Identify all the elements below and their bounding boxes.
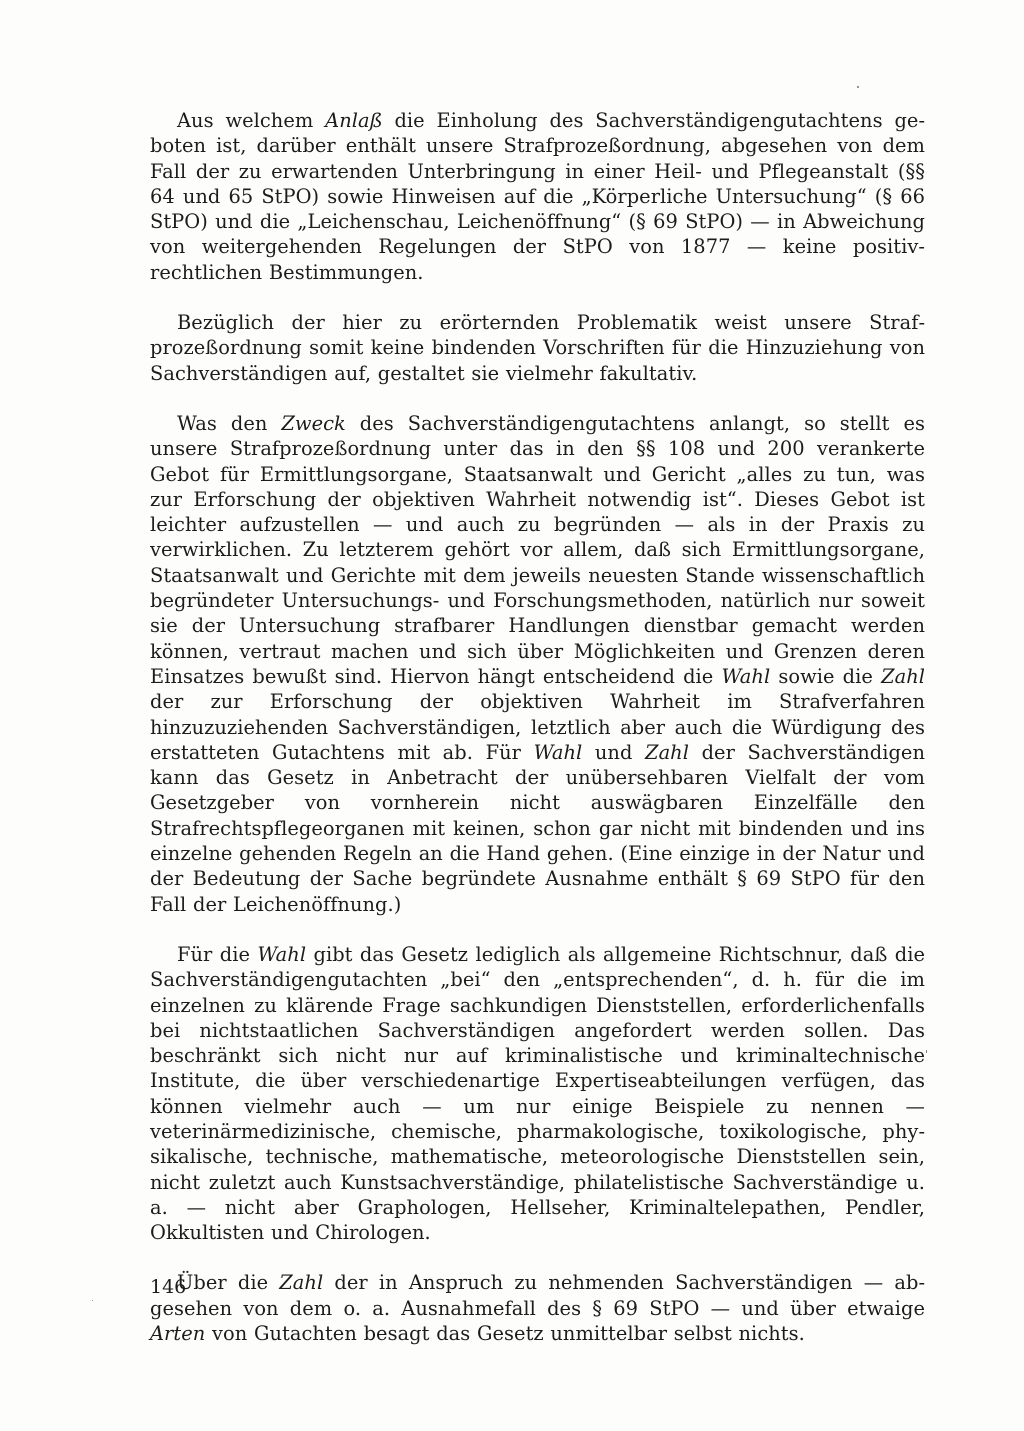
- paragraph: [150, 411, 925, 917]
- italic-term: Zweck: [281, 411, 346, 435]
- scan-speck: [92, 1300, 93, 1301]
- text-run: gibt das Gesetz lediglich als allgemeine Richtschnur, daß die Sachverständigengutachten „bei“ den „entsprechenden“, d. h. für die im einzelnen zu klärende Frage sachkundigen Dienststellen, erforderlichenfalls bei nichtstaatlichen Sachverständigen angefordert werden sollen. Das beschränkt sich nicht nur auf kriminalistische und kriminaltechnische Institute, die über verschiedenartige Expertiseabteilungen verfügen, das können vielmehr auch — um nur einige Beispiele zu nennen — veterinärmedizinische, chemische, pharmakologische, toxikologische, physikalische, technische, mathematische, meteorologische Dienststellen sein, nicht zuletzt auch Kunstsachverständige, philatelistische Sachverständige u. a. — nicht aber Graphologen, Hellseher, Kriminaltelepathen, Pendler, Okkultisten und Chirologen.: [150, 942, 925, 1245]
- text-run: Aus welchem: [177, 109, 326, 132]
- italic-term: Wahl: [721, 664, 771, 688]
- body-text: [150, 108, 925, 1371]
- text-run: Über die: [177, 1271, 280, 1295]
- paragraph: [150, 1270, 925, 1346]
- italic-term: Zahl: [881, 664, 925, 688]
- paragraph: [150, 942, 925, 1246]
- italic-term: Anlaß: [325, 109, 383, 132]
- paragraph: [150, 310, 925, 386]
- italic-term: Zahl: [279, 1271, 324, 1295]
- italic-term: Zahl: [645, 740, 689, 764]
- scan-speck: [857, 86, 859, 88]
- text-run: von Gutachten besagt das Gesetz unmittelbar selbst nichts.: [205, 1322, 805, 1346]
- text-run: Was den: [177, 411, 282, 435]
- text-run: der Sachverständigen kann das Gesetz in Anbetracht der unübersehbaren Vielfalt der vom Gesetzgeber von vornherein nicht auswägbaren Einzelfälle den Strafrechtspflegeorganen mit keinen, schon gar nicht mit bindenden und ins einzelne gehenden Regeln an die Hand gehen. (Eine einzige in der Natur und der Bedeutung der Sache begründete Ausnahme enthält § 69 StPO für den Fall der Leichenöffnung.): [150, 740, 925, 916]
- text-run: der zur Erforschung der objektiven Wahrheit im Strafverfahren hinzuzuziehenden Sachverständigen, letztlich aber auch die Würdigung des erstatteten Gutachtens mit ab. Für: [150, 690, 925, 764]
- text-run: Für die: [177, 942, 258, 966]
- scan-speck: [926, 1050, 927, 1053]
- text-run: und: [582, 740, 646, 764]
- paragraph: [150, 108, 925, 285]
- page-number: 146: [150, 1276, 187, 1298]
- text-run: Bezüglich der hier zu erörternden Problematik weist unsere Strafprozeßordnung somit keine bindenden Vorschriften für die Hinzuziehung von Sachverständigen auf, gestaltet sie vielmehr fakultativ.: [150, 311, 925, 385]
- italic-term: Wahl: [257, 942, 307, 966]
- text-run: des Sachverständigengutachtens anlangt, so stellt es unsere Strafprozeßordnung unter das in den §§ 108 und 200 verankerte Gebot für Ermittlungsorgane, Staatsanwalt und Gericht „alles zu tun, was zur Erforschung der objektiven Wahrheit notwendig ist“. Dieses Gebot ist leichter aufzustellen — und auch zu begründen — als in der Praxis zu verwirklichen. Zu letzterem gehört vor allem, daß sich Ermittlungsorgane, Staatsanwalt und Gerichte mit dem jeweils neuesten Stande wissenschaftlich begründeter Untersuchungs- und Forschungsmethoden, natürlich nur soweit sie der Untersuchung strafbarer Handlungen dienstbar gemacht werden können, vertraut machen und sich über Möglichkeiten und Grenzen deren Einsatzes bewußt sind. Hiervon hängt entscheidend die: [150, 411, 925, 688]
- italic-term: Wahl: [533, 740, 583, 764]
- text-run: der in Anspruch zu nehmenden Sachverständigen — abgesehen von dem o. a. Ausnahmefall des § 69 StPO — und über etwaige: [150, 1271, 925, 1320]
- text-run: sowie die: [770, 664, 882, 688]
- italic-term: Arten: [150, 1322, 206, 1346]
- text-run: die Einholung des Sachverständigengutachtens geboten ist, darüber enthält unsere Strafprozeßordnung, abgesehen von dem Fall der zu erwartenden Unterbringung in einer Heil- und Pflegeanstalt (§§ 64 und 65 StPO) sowie Hinweisen auf die „Körperliche Untersuchung“ (§ 66 StPO) und die „Leichenschau, Leichenöffnung“ (§ 69 StPO) — in Abweichung von weitergehenden Regelungen der StPO von 1877 — keine positiv-rechtlichen Bestimmungen.: [150, 109, 925, 284]
